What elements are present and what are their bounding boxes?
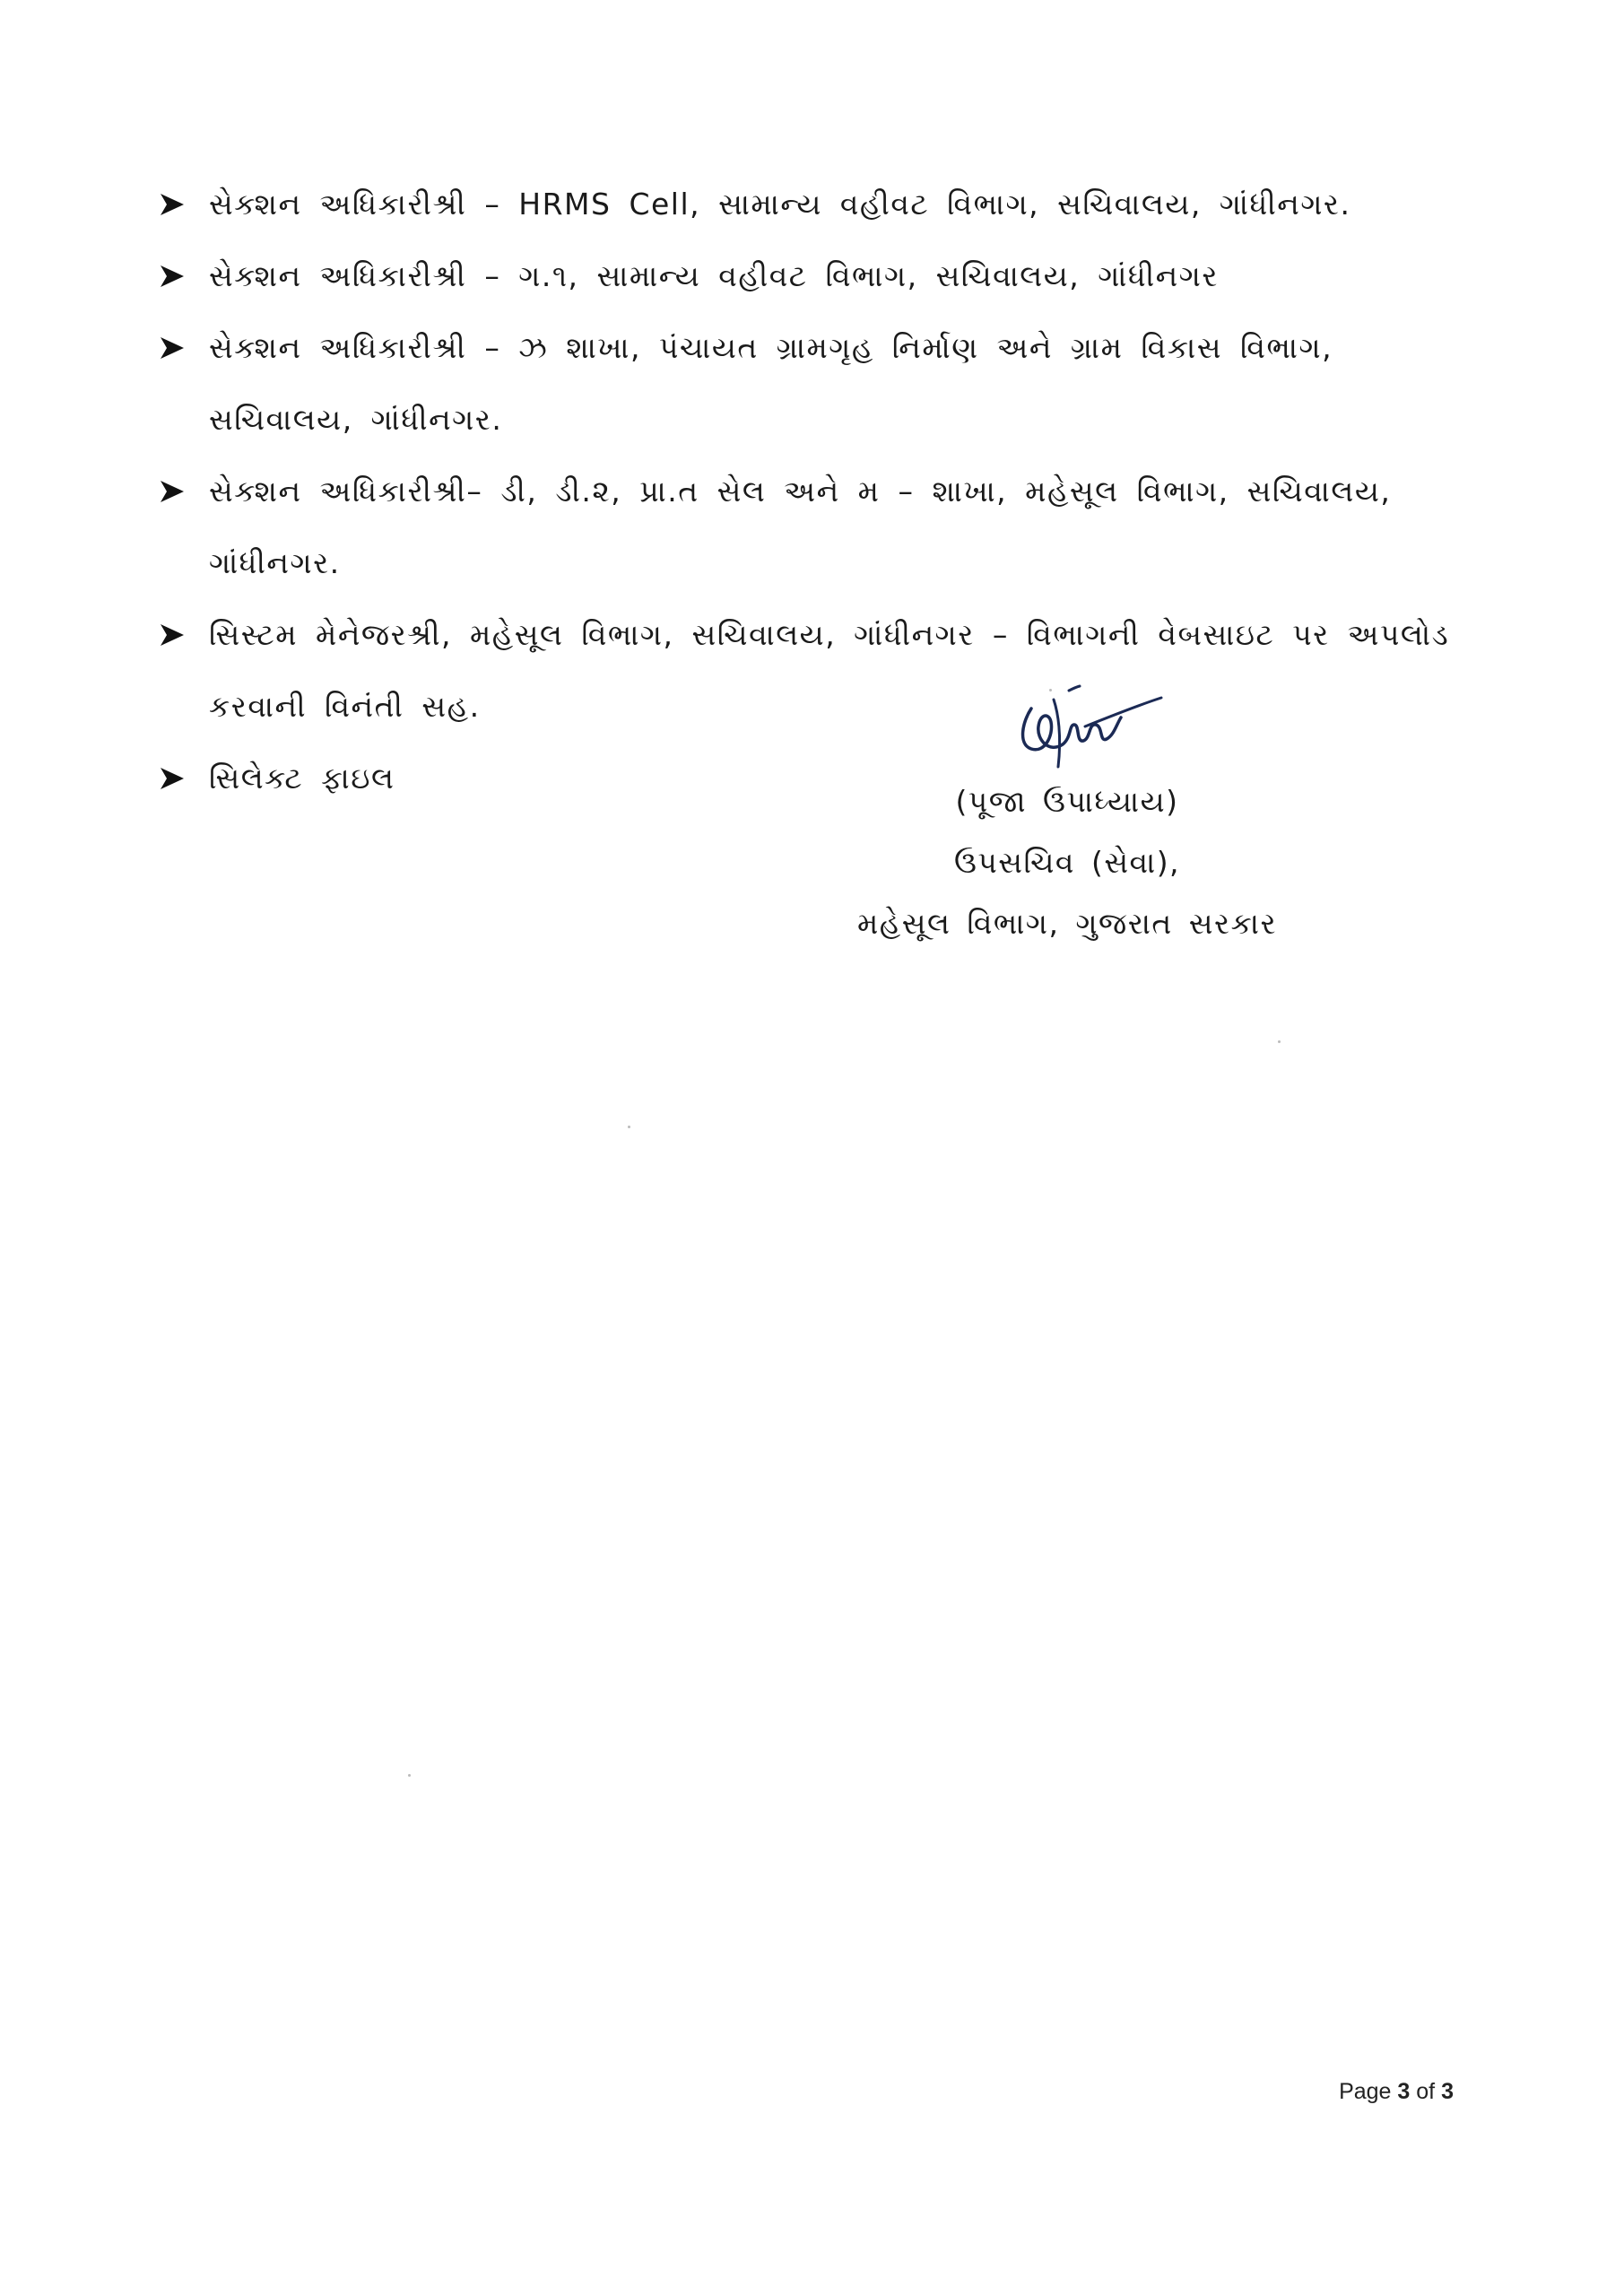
list-item — [157, 312, 1466, 456]
page-number — [1339, 2079, 1454, 2105]
signatory-name: (પૂજા ઉપાધ્યાય) — [955, 784, 1179, 819]
signatory-designation: ઉપસચિવ (સેવા), — [953, 845, 1181, 880]
scan-speck — [628, 1126, 630, 1128]
scan-speck — [1049, 689, 1052, 691]
list-item — [157, 456, 1466, 599]
page-word: Page — [1339, 2079, 1392, 2104]
arrow-bullet-icon — [157, 599, 187, 671]
of-word: of — [1416, 2079, 1436, 2104]
total-pages: 3 — [1441, 2079, 1454, 2104]
list-item-text: સેક્શન અધિકારીશ્રી– ડી, ડી.૨, પ્રા.ત સેલ અને મ – શાખા, મહેસૂલ વિભાગ, સચિવાલય, ગાંધીનગર. — [209, 474, 1392, 580]
list-item-text: સેક્શન અધિકારીશ્રી – ઝ શાખા, પંચાયત ગ્રામગૃહ નિર્માણ અને ગ્રામ વિકાસ વિભાગ, સચિવાલય, ગાંધીનગર. — [209, 330, 1333, 437]
list-item-text: સેક્શન અધિકારીશ્રી – HRMS Cell, સામાન્ય વહીવટ વિભાગ, સચિવાલય, ગાંધીનગર. — [209, 187, 1351, 222]
scan-speck — [1278, 1040, 1281, 1043]
signatory-department: મહેસૂલ વિભાગ, ગુજરાત સરકાર — [856, 906, 1278, 941]
arrow-bullet-icon — [157, 743, 187, 814]
scan-speck — [408, 1774, 411, 1777]
signature-block — [789, 673, 1345, 954]
arrow-bullet-icon — [157, 456, 187, 527]
list-item — [157, 240, 1466, 312]
handwritten-signature — [968, 673, 1166, 771]
list-item-text: સિસ્ટમ મેનેજરશ્રી, મહેસૂલ વિભાગ, સચિવાલય, ગાંધીનગર – વિભાગની વેબસાઇટ પર અપલોડ કરવાની વિનંતી સહ. — [209, 617, 1450, 724]
arrow-bullet-icon — [157, 240, 187, 312]
arrow-bullet-icon — [157, 312, 187, 384]
list-item-text: સેક્શન અધિકારીશ્રી – ગ.૧, સામાન્ય વહીવટ વિભાગ, સચિવાલય, ગાંધીનગર — [209, 258, 1219, 293]
list-item — [157, 169, 1466, 240]
list-item-text: સિલેક્ટ ફાઇલ — [209, 761, 395, 796]
current-page: 3 — [1397, 2079, 1411, 2104]
arrow-bullet-icon — [157, 169, 187, 240]
